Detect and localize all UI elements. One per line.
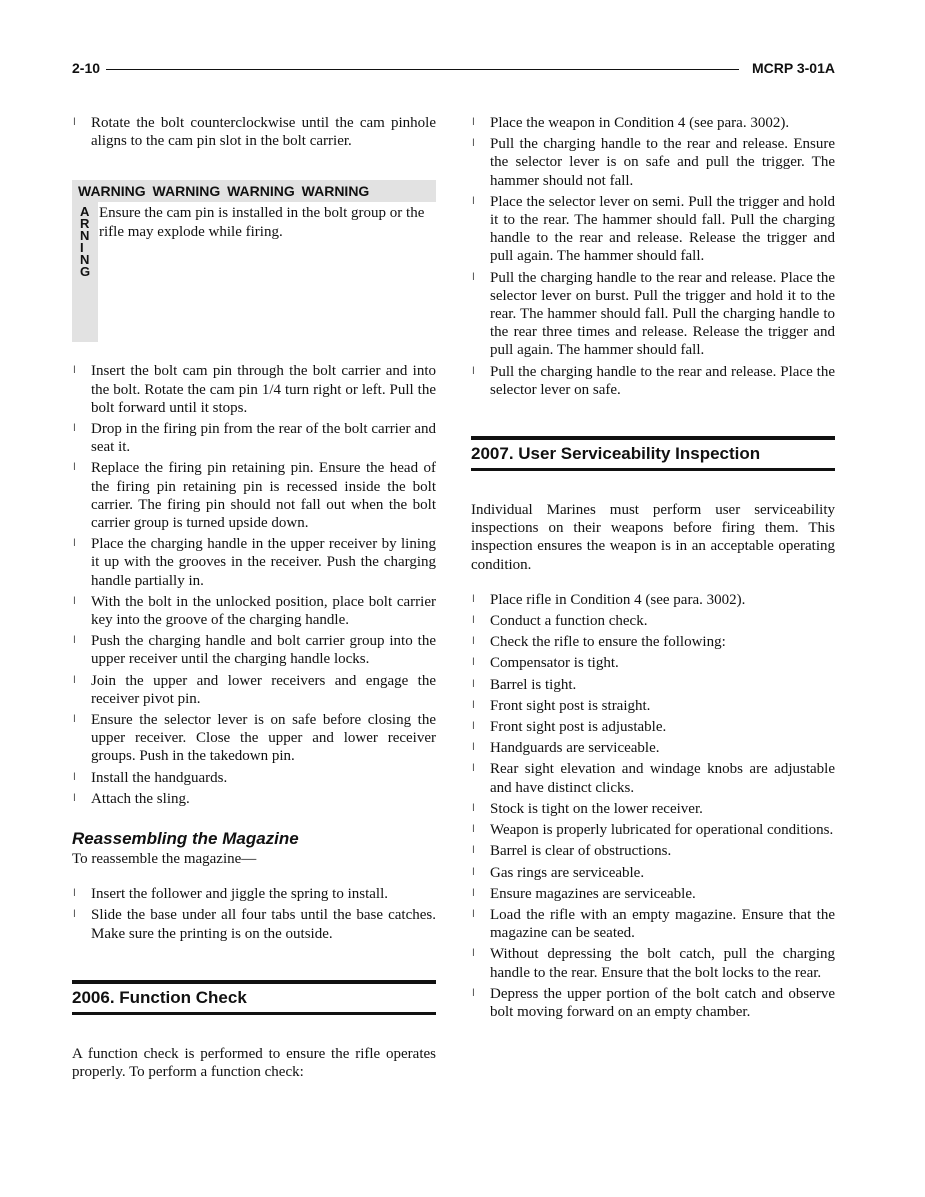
list-item-text: Handguards are serviceable. bbox=[490, 740, 660, 757]
list-item bbox=[72, 885, 436, 903]
list-item-text: Depress the upper portion of the bolt catch and observe bolt moving forward on an empty chamber. bbox=[490, 985, 835, 1020]
list-item-text: Pull the charging handle to the rear and release. Ensure the selector lever is on safe and pull the trigger. The hammer should not fall. bbox=[490, 136, 835, 189]
magazine-intro: To reassemble the magazine— bbox=[72, 851, 257, 868]
bullet-marker: l bbox=[73, 595, 76, 607]
list-item bbox=[72, 711, 436, 766]
list-item bbox=[471, 760, 835, 796]
list-item-text: Front sight post is straight. bbox=[490, 697, 651, 714]
list-item-text: Conduct a function check. bbox=[490, 613, 648, 630]
magazine-heading: Reassembling the Magazine bbox=[72, 829, 299, 849]
bullet-marker: l bbox=[472, 742, 475, 754]
list-item-text: Push the charging handle and bolt carrier group into the upper receiver until the charging handle locks. bbox=[91, 633, 436, 668]
list-item-text: Pull the charging handle to the rear and release. Place the selector lever on burst. Pull the trigger and hold it to the rear. The hammer should fall. Pull the charging handle to the rear three times and release. Release the trigger and pull again. The hammer should fall. bbox=[490, 269, 835, 359]
list-item bbox=[471, 985, 835, 1021]
list-item bbox=[72, 362, 436, 417]
warning-letter: N bbox=[80, 228, 90, 244]
bullet-marker: l bbox=[472, 636, 475, 648]
bullet-marker: l bbox=[472, 866, 475, 878]
list-item-text: With the bolt in the unlocked position, place bolt carrier key into the groove of the charging handle. bbox=[91, 593, 436, 629]
list-item bbox=[471, 800, 835, 818]
warning-letter: A bbox=[80, 204, 90, 220]
bullet-marker: l bbox=[472, 887, 475, 899]
list-item-text: Insert the follower and jiggle the spring to install. bbox=[91, 886, 389, 903]
list-item-text: Pull the charging handle to the rear and release. Place the selector lever on safe. bbox=[490, 363, 835, 398]
list-item bbox=[471, 739, 835, 757]
list-item-text: Install the handguards. bbox=[91, 769, 228, 786]
bullet-marker: l bbox=[472, 802, 475, 814]
list-item bbox=[471, 135, 835, 190]
list-item bbox=[471, 697, 835, 715]
bullet-marker: l bbox=[73, 423, 76, 435]
list-item bbox=[471, 654, 835, 672]
bullet-marker: l bbox=[73, 771, 76, 783]
list-item bbox=[471, 821, 835, 839]
list-item-text: Rotate the bolt counterclockwise until the cam pinhole aligns to the cam pin slot in the bolt carrier. bbox=[91, 115, 436, 150]
bullet-marker: l bbox=[73, 117, 76, 128]
list-item-text: Replace the firing pin retaining pin. Ensure the head of the firing pin retaining pin is recessed inside the bolt carrier. The firing pin should not fall out when the bolt carrier group is turned upside down. bbox=[91, 460, 436, 532]
list-item-text: Barrel is tight. bbox=[490, 676, 577, 693]
bullet-marker: l bbox=[73, 538, 76, 550]
list-item bbox=[72, 906, 436, 942]
page-number: 2-10 bbox=[72, 60, 101, 76]
list-item bbox=[471, 864, 835, 882]
list-item-text: Stock is tight on the lower receiver. bbox=[490, 800, 703, 817]
bullet-marker: l bbox=[73, 462, 76, 474]
list-item-text: Front sight post is adjustable. bbox=[490, 719, 667, 736]
list-item bbox=[72, 769, 436, 787]
bullet-marker: l bbox=[472, 699, 475, 711]
list-item-text: Slide the base under all four tabs until the base catches. Make sure the printing is on the outside. bbox=[91, 907, 436, 942]
right-list-bottom bbox=[471, 591, 835, 1021]
bullet-marker: l bbox=[73, 909, 76, 921]
list-item-text: Compensator is tight. bbox=[490, 655, 619, 672]
list-item bbox=[471, 193, 835, 266]
list-item bbox=[471, 842, 835, 860]
section-2007-text: Individual Marines must perform user serviceability inspections on their weapons before firing them. This inspection ensures the weapon is in an acceptable operating condition. bbox=[471, 502, 835, 573]
list-item bbox=[72, 790, 436, 808]
list-item bbox=[471, 885, 835, 903]
list-item bbox=[72, 114, 436, 150]
bullet-marker: l bbox=[472, 271, 475, 283]
list-item-text: Drop in the firing pin from the rear of the bolt carrier and seat it. bbox=[91, 421, 436, 456]
list-item bbox=[471, 906, 835, 942]
warning-text: Ensure the cam pin is installed in the bolt group or the rifle may explode while firing. bbox=[99, 205, 425, 240]
list-item bbox=[72, 672, 436, 708]
right-list-top bbox=[471, 114, 835, 399]
list-item bbox=[471, 591, 835, 609]
left-list-mid bbox=[72, 362, 436, 808]
right-column bbox=[471, 114, 835, 1024]
bullet-marker: l bbox=[472, 824, 475, 836]
bullet-marker: l bbox=[472, 987, 475, 999]
bullet-marker: l bbox=[472, 138, 475, 150]
list-item-text: Place the selector lever on semi. Pull the trigger and hold it to the rear. The hammer should fall. Pull the charging handle to the rear and release. Release the trigger and pull again. The hammer should fall. bbox=[490, 193, 835, 265]
list-item-text: Rear sight elevation and windage knobs are adjustable and have distinct clicks. bbox=[490, 761, 835, 796]
bullet-marker: l bbox=[472, 721, 475, 733]
bullet-marker: l bbox=[472, 908, 475, 920]
list-item bbox=[72, 535, 436, 590]
list-item bbox=[72, 632, 436, 668]
warning-letter: R bbox=[80, 216, 90, 232]
bullet-marker: l bbox=[472, 845, 475, 857]
list-item bbox=[471, 114, 835, 132]
bullet-marker: l bbox=[73, 365, 76, 377]
warning-letter: N bbox=[80, 252, 90, 268]
bullet-marker: l bbox=[472, 615, 475, 627]
list-item bbox=[72, 420, 436, 456]
bullet-marker: l bbox=[73, 714, 76, 726]
page-header bbox=[72, 60, 835, 80]
bullet-marker: l bbox=[472, 117, 475, 128]
list-item-text: Insert the bolt cam pin through the bolt carrier and into the bolt. Rotate the cam pin 1/4 turn right or left. Pull the bolt forward until it stops. bbox=[91, 363, 436, 416]
warning-banner: WARNING WARNING WARNING WARNING bbox=[72, 180, 436, 202]
list-item-text: Place the charging handle in the upper receiver by lining it up with the grooves in the receiver. Push the charging handle partially in. bbox=[91, 536, 436, 589]
bullet-marker: l bbox=[472, 195, 475, 207]
list-item-text: Load the rifle with an empty magazine. Ensure that the magazine can be seated. bbox=[490, 906, 835, 942]
bullet-marker: l bbox=[73, 674, 76, 686]
list-item bbox=[471, 718, 835, 736]
warning-letter: G bbox=[80, 264, 91, 280]
bullet-marker: l bbox=[472, 948, 475, 960]
list-item bbox=[471, 945, 835, 981]
bullet-marker: l bbox=[472, 365, 475, 377]
bullet-marker: l bbox=[73, 635, 76, 647]
bullet-marker: l bbox=[73, 792, 76, 804]
list-item-text: Place rifle in Condition 4 (see para. 3002). bbox=[490, 591, 746, 608]
list-item bbox=[471, 633, 835, 651]
document-id: MCRP 3-01A bbox=[752, 60, 835, 76]
bullet-marker: l bbox=[472, 763, 475, 775]
list-item-text: Ensure magazines are serviceable. bbox=[490, 885, 696, 902]
list-item bbox=[72, 593, 436, 629]
bullet-marker: l bbox=[472, 593, 475, 605]
list-item-text: Gas rings are serviceable. bbox=[490, 864, 645, 881]
list-item-text: Without depressing the bolt catch, pull the charging handle to the rear. Ensure that the bolt locks to the rear. bbox=[490, 946, 835, 981]
list-item-text: Join the upper and lower receivers and engage the receiver pivot pin. bbox=[91, 672, 436, 707]
list-item-text: Check the rifle to ensure the following: bbox=[490, 634, 726, 651]
bullet-marker: l bbox=[472, 657, 475, 669]
bullet-marker: l bbox=[73, 888, 76, 900]
warning-letter: I bbox=[80, 240, 84, 256]
list-item bbox=[471, 363, 835, 399]
list-item-text: Ensure the selector lever is on safe before closing the upper receiver. Close the upper and lower receiver groups. Push in the takedown pin. bbox=[91, 712, 436, 765]
list-item bbox=[471, 612, 835, 630]
section-2007-heading: 2007. User Serviceability Inspection bbox=[471, 436, 835, 471]
left-list-top bbox=[72, 114, 436, 150]
list-item bbox=[471, 676, 835, 694]
list-item bbox=[72, 459, 436, 532]
warning-box bbox=[72, 180, 436, 342]
list-item-text: Barrel is clear of obstructions. bbox=[490, 843, 672, 860]
list-item-text: Place the weapon in Condition 4 (see para. 3002). bbox=[490, 115, 790, 131]
section-2006-text: A function check is performed to ensure the rifle operates properly. To perform a function check: bbox=[72, 1045, 436, 1081]
list-item-text: Weapon is properly lubricated for operational conditions. bbox=[490, 822, 834, 839]
left-column bbox=[72, 114, 436, 1081]
list-item bbox=[471, 269, 835, 360]
section-2006-heading: 2006. Function Check bbox=[72, 980, 436, 1015]
list-item-text: Attach the sling. bbox=[91, 790, 190, 807]
warning-side-label bbox=[72, 202, 98, 342]
magazine-list bbox=[72, 885, 436, 943]
bullet-marker: l bbox=[472, 678, 475, 690]
header-rule bbox=[106, 69, 739, 70]
